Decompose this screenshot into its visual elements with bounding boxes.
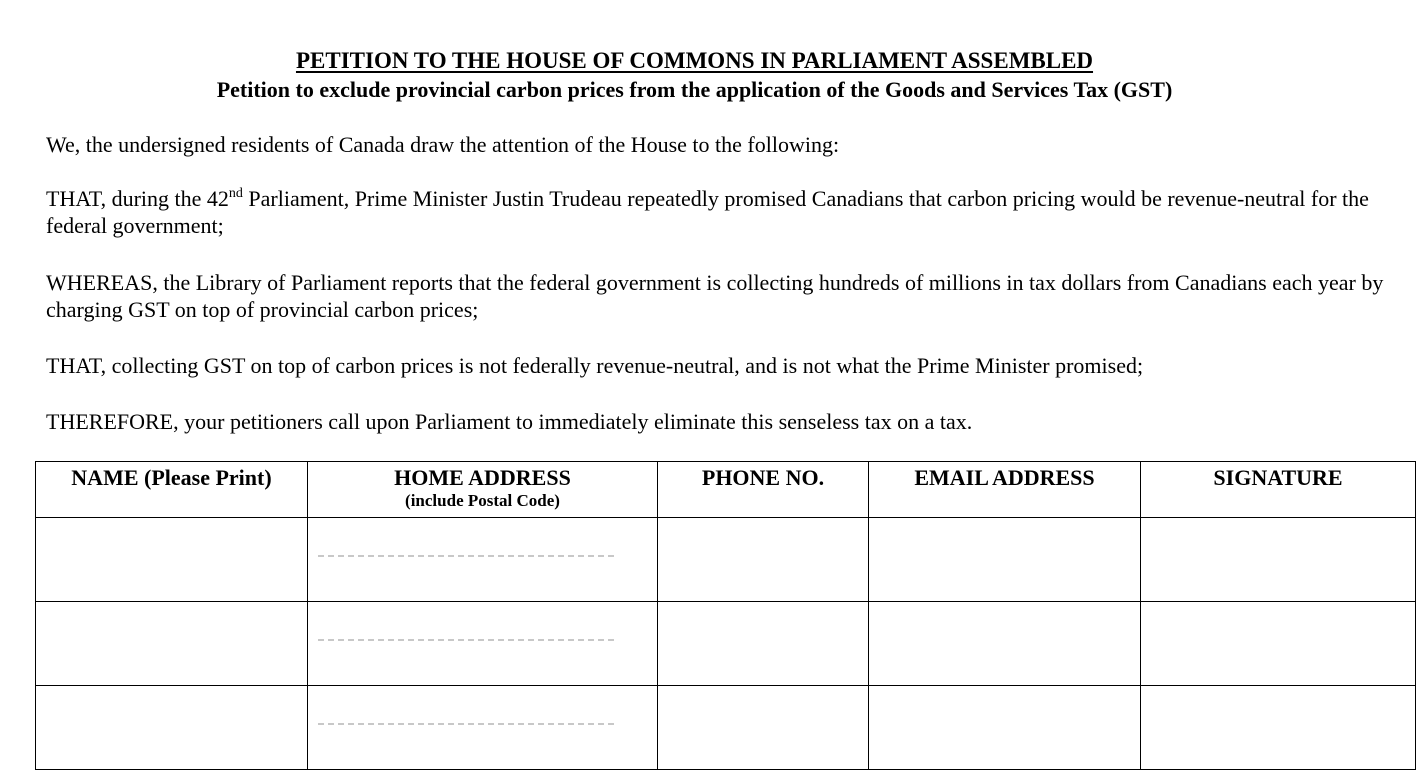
address-header-note: (include Postal Code) bbox=[405, 491, 560, 510]
name-cell[interactable] bbox=[36, 518, 308, 602]
petition-title: PETITION TO THE HOUSE OF COMMONS IN PARLIAMENT ASSEMBLED bbox=[295, 48, 1094, 73]
promise-text-end: Parliament, Prime Minister Justin Trudeau repeatedly promised Canadians that carbon pricing would be revenue-neutral for the federal government; bbox=[46, 186, 1369, 238]
address-cell[interactable] bbox=[308, 602, 658, 686]
petition-subtitle: Petition to exclude provincial carbon prices from the application of the Goods and Services Tax (GST) bbox=[216, 77, 1173, 102]
table-header-row bbox=[36, 462, 1416, 518]
signature-cell[interactable] bbox=[1141, 602, 1416, 686]
email-cell[interactable] bbox=[869, 518, 1141, 602]
signature-column-header: SIGNATURE bbox=[1141, 462, 1416, 518]
ordinal-suffix: nd bbox=[228, 186, 243, 201]
table-row bbox=[36, 518, 1416, 602]
email-cell[interactable] bbox=[869, 686, 1141, 770]
phone-cell[interactable] bbox=[658, 686, 869, 770]
phone-cell[interactable] bbox=[658, 602, 869, 686]
postal-code-divider bbox=[318, 723, 614, 725]
name-cell[interactable] bbox=[36, 602, 308, 686]
signature-cell[interactable] bbox=[1141, 686, 1416, 770]
intro-paragraph: We, the undersigned residents of Canada draw the attention of the House to the following: bbox=[46, 132, 840, 157]
signature-table bbox=[35, 461, 1416, 770]
email-cell[interactable] bbox=[869, 602, 1141, 686]
table-row bbox=[36, 602, 1416, 686]
table-row bbox=[36, 686, 1416, 770]
postal-code-divider bbox=[318, 555, 614, 557]
phone-cell[interactable] bbox=[658, 518, 869, 602]
address-cell[interactable] bbox=[308, 518, 658, 602]
address-cell[interactable] bbox=[308, 686, 658, 770]
address-header-label: HOME ADDRESS bbox=[394, 465, 571, 490]
whereas-paragraph: WHEREAS, the Library of Parliament reports that the federal government is collecting hundreds of millions in tax dollars from Canadians each year by charging GST on top of provincial carbon prices; bbox=[46, 270, 1384, 322]
address-column-header bbox=[308, 462, 658, 518]
name-column-header: NAME (Please Print) bbox=[36, 462, 308, 518]
promise-paragraph bbox=[46, 185, 1386, 239]
promise-text-start: THAT, during the 42 bbox=[46, 186, 229, 211]
phone-column-header: PHONE NO. bbox=[658, 462, 869, 518]
email-column-header: EMAIL ADDRESS bbox=[869, 462, 1141, 518]
therefore-paragraph: THEREFORE, your petitioners call upon Parliament to immediately eliminate this senseless tax on a tax. bbox=[46, 409, 973, 434]
name-cell[interactable] bbox=[36, 686, 308, 770]
signature-cell[interactable] bbox=[1141, 518, 1416, 602]
revenue-paragraph: THAT, collecting GST on top of carbon prices is not federally revenue-neutral, and is not what the Prime Minister promised; bbox=[46, 353, 1144, 378]
postal-code-divider bbox=[318, 639, 614, 641]
